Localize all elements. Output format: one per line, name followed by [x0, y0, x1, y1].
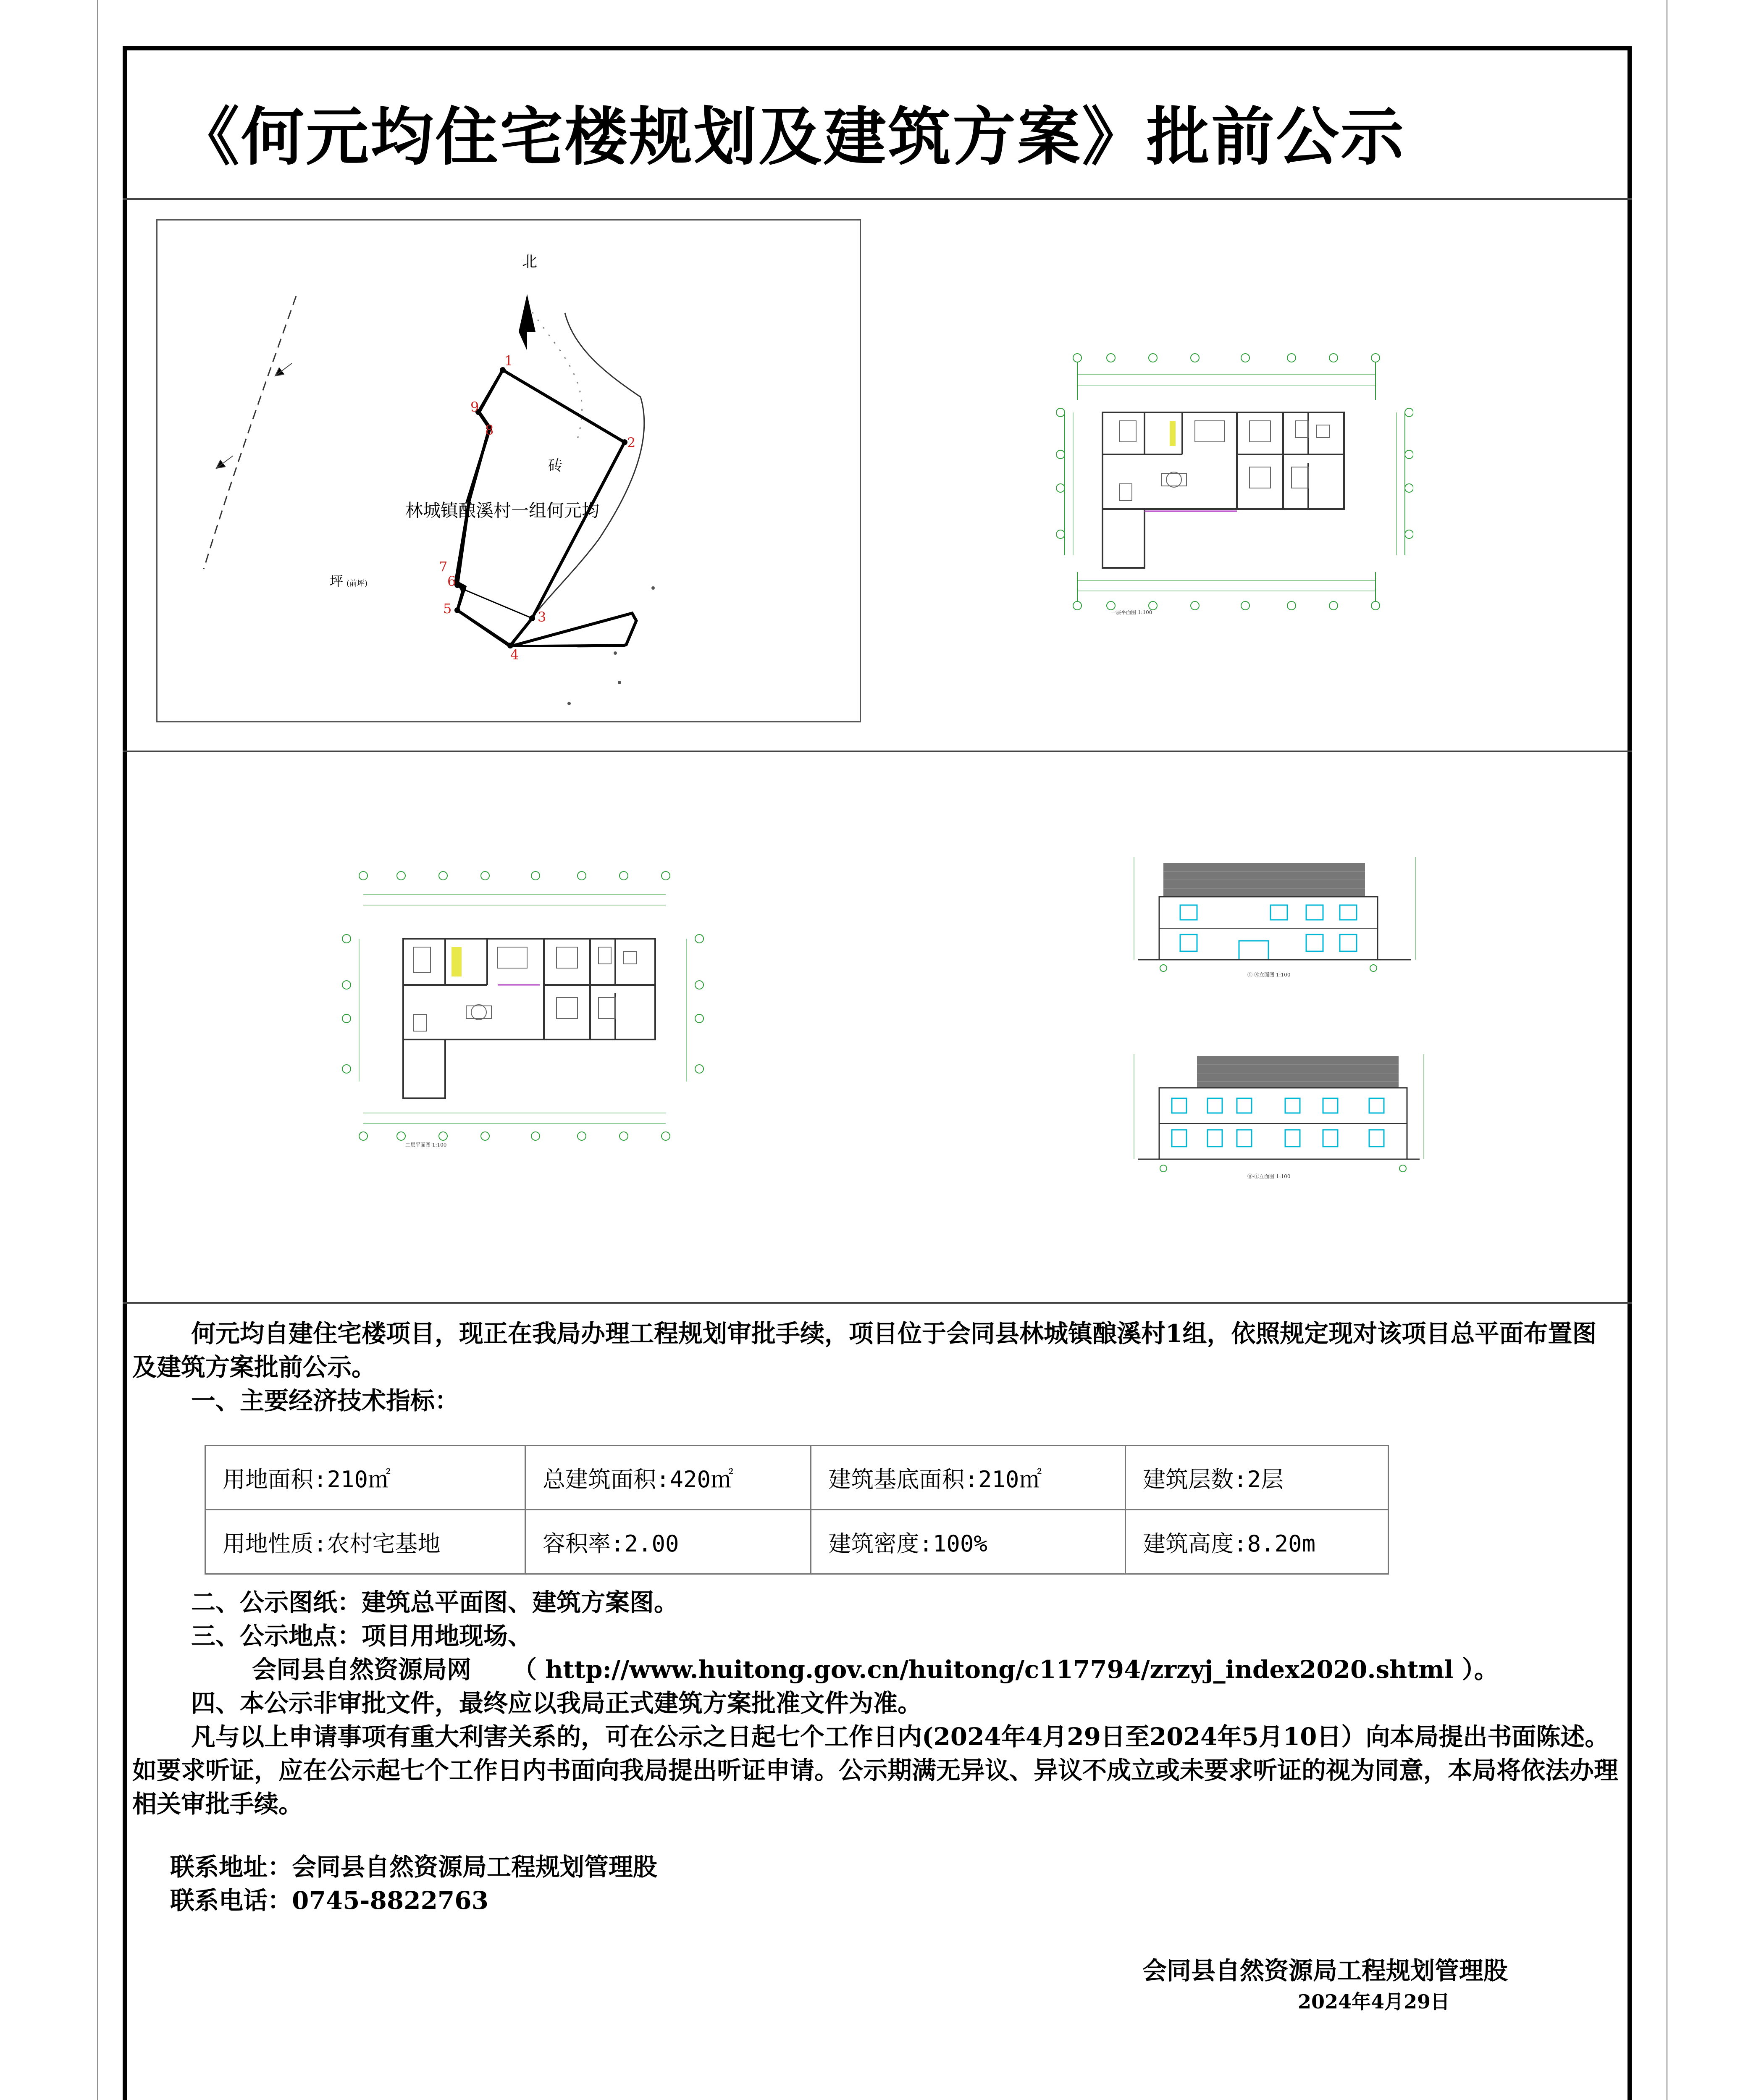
road-edge-west: [204, 296, 296, 569]
table-cell: 建筑密度:100%: [811, 1510, 1126, 1574]
indicator-table: [205, 1445, 1389, 1575]
ping-label: 坪: [330, 573, 344, 589]
ping-sub-label: (前坪): [346, 579, 368, 588]
point-label: 7: [439, 559, 448, 575]
section-4: 四、本公示非审批文件，最终应以我局正式建筑方案批准文件为准。: [191, 1689, 922, 1717]
section-3-web-label: 会同县自然资源局网: [252, 1655, 472, 1684]
table-row: [205, 1446, 1389, 1510]
slope-arrow-icon: [216, 456, 233, 468]
material-label: 砖: [548, 457, 562, 474]
point-label: 9: [470, 399, 479, 415]
point-label: 2: [627, 435, 636, 451]
owner-label: 林城镇酿溪村一组何元均: [405, 500, 600, 521]
table-cell: 总建筑面积:420㎡: [525, 1446, 811, 1510]
section-3-url[interactable]: （ http://www.huitong.gov.cn/huitong/c117794/zrzyj_index2020.shtml ）。: [512, 1655, 1499, 1684]
window-set: [1180, 905, 1357, 960]
elevation-caption: ⑧-①立面图 1:100: [1247, 1173, 1291, 1179]
table-cell: 建筑高度:8.20m: [1126, 1510, 1389, 1574]
contact-address: 联系地址：会同县自然资源局工程规划管理股: [170, 1853, 658, 1881]
table-cell: 容积率:2.00: [525, 1510, 811, 1574]
roof: [1197, 1056, 1399, 1088]
first-floor-plan: [1056, 345, 1413, 622]
point-label: 3: [538, 609, 546, 625]
floor-plan-drawing: [338, 863, 708, 1153]
rear-elevation: [1126, 1046, 1449, 1189]
second-floor-plan: [338, 863, 708, 1153]
stair-marker: [452, 947, 462, 976]
page-title: 《何元均住宅楼规划及建筑方案》批前公示: [176, 101, 1406, 174]
contact-phone: 联系电话：0745-8822763: [170, 1886, 488, 1915]
table-row: [205, 1510, 1389, 1574]
point-label: 4: [510, 647, 519, 663]
table-cell: 建筑层数:2层: [1126, 1446, 1389, 1510]
point-label: 5: [443, 601, 452, 617]
site-parcel-outline: [510, 613, 636, 646]
notice-date: 2024年4月29日: [1298, 1990, 1450, 2013]
text-divider: [123, 1302, 1632, 1304]
section-1-heading: 一、主要经济技术指标：: [191, 1386, 459, 1415]
elevation-drawing: [1126, 1046, 1449, 1189]
table-cell: 建筑基底面积:210㎡: [811, 1446, 1126, 1510]
drawing-divider: [123, 751, 1632, 752]
signature: 会同县自然资源局工程规划管理股: [1142, 1956, 1508, 1985]
plan-caption: 二层平面图 1:100: [405, 1142, 447, 1148]
road-edge-east: [494, 313, 644, 682]
slope-arrow-icon: [275, 363, 292, 376]
plan-caption: 一层平面图 1:100: [1111, 609, 1152, 615]
point-label: 8: [485, 422, 494, 438]
section-3: 三、公示地点：项目用地现场、: [191, 1622, 533, 1650]
site-plan: [156, 219, 861, 722]
section-2: 二、公示图纸：建筑总平面图、建筑方案图。: [191, 1588, 679, 1617]
point-label: 6: [447, 573, 456, 589]
elevation-caption: ①-⑧立面图 1:100: [1247, 972, 1291, 978]
north-label: 北: [522, 253, 538, 270]
table-cell: 用地性质:农村宅基地: [205, 1510, 525, 1574]
elevation-drawing: [1126, 848, 1449, 983]
window-set: [1172, 1098, 1384, 1147]
notice-intro: 何元均自建住宅楼项目，现正在我局办理工程规划审批手续，项目位于会同县林城镇酿溪村1组，依照规定现对该项目总平面布置图及建筑方案批前公示。: [132, 1319, 1597, 1381]
objection-paragraph: 凡与以上申请事项有重大利害关系的，可在公示之日起七个工作日内(2024年4月29日至2024年5月10日）向本局提出书面陈述。如要求听证，应在公示起七个工作日内书面向我局提出听证申请。公示期满无异议、异议不成立或未要求听证的视为同意，本局将依法办理相关审批手续。: [132, 1722, 1619, 1818]
point-label: 1: [504, 353, 513, 369]
north-arrow-icon: [519, 294, 527, 351]
site-plan-drawing: [158, 220, 860, 721]
floor-plan-drawing: [1056, 345, 1413, 622]
front-yard-line: [463, 589, 532, 618]
table-cell: 用地面积:210㎡: [205, 1446, 525, 1510]
contour-line: [527, 304, 582, 439]
front-elevation: [1126, 848, 1449, 983]
title-divider: [123, 198, 1632, 200]
stair-marker: [1170, 421, 1176, 446]
